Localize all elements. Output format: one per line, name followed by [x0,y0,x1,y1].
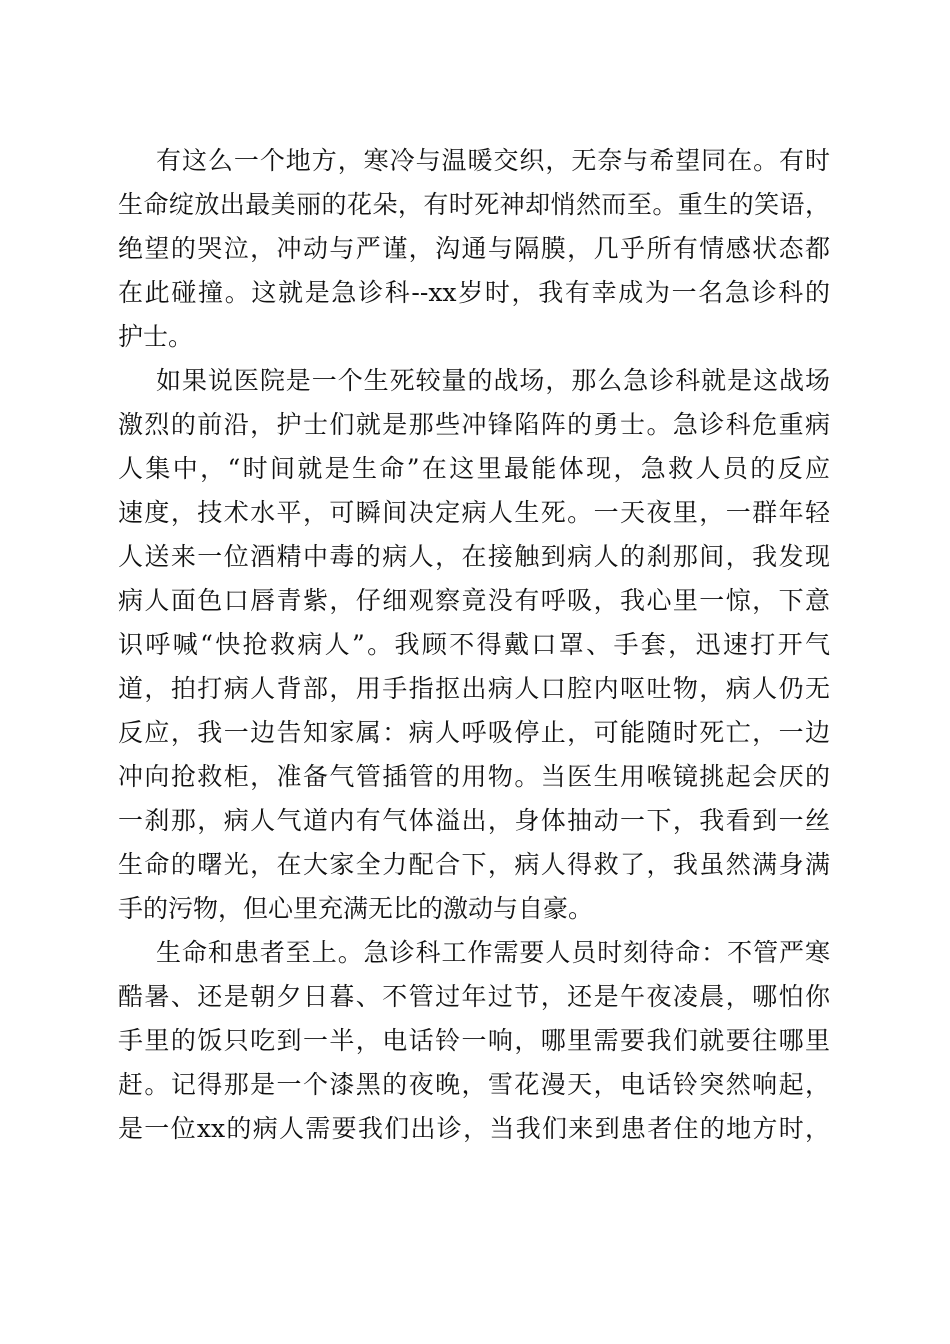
paragraph-3-line-1: 生命和患者至上。急诊科工作需要人员时刻待命：不管严寒 [156,938,830,967]
paragraph-2-line-4: 速度，技术水平，可瞬间决定病人生死。一天夜里，一群年轻 [118,498,830,527]
paragraph-3-line-5: 是一位xx的病人需要我们出诊，当我们来到患者住的地方时， [118,1114,830,1143]
paragraph-2-line-3: 人集中，“时间就是生命”在这里最能体现，急救人员的反应 [118,454,830,483]
paragraph-1-line-2: 生命绽放出最美丽的花朵，有时死神却悄然而至。重生的笑语， [118,190,830,219]
paragraph-2-line-7: 识呼喊“快抢救病人”。我顾不得戴口罩、手套，迅速打开气 [118,630,830,659]
paragraph-2-line-8: 道，拍打病人背部，用手指抠出病人口腔内呕吐物，病人仍无 [118,674,830,703]
paragraph-1-line-1: 有这么一个地方，寒冷与温暖交织，无奈与希望同在。有时 [156,146,830,175]
paragraph-2-line-13: 手的污物，但心里充满无比的激动与自豪。 [118,894,594,923]
paragraph-3-line-2: 酷暑、还是朝夕日暮、不管过年过节，还是午夜凌晨，哪怕你 [118,982,830,1011]
paragraph-2-line-9: 反应，我一边告知家属：病人呼吸停止，可能随时死亡，一边 [118,718,830,747]
paragraph-2-line-1: 如果说医院是一个生死较量的战场，那么急诊科就是这战场 [156,366,830,395]
paragraph-1-line-3: 绝望的哭泣，冲动与严谨，沟通与隔膜，几乎所有情感状态都 [118,234,830,263]
paragraph-3-line-4: 赶。记得那是一个漆黑的夜晚，雪花漫天，电话铃突然响起， [118,1070,830,1099]
paragraph-3-line-3: 手里的饭只吃到一半，电话铃一响，哪里需要我们就要往哪里 [118,1026,830,1055]
paragraph-1-line-4: 在此碰撞。这就是急诊科--xx岁时，我有幸成为一名急诊科的 [118,278,830,307]
paragraph-2-line-10: 冲向抢救柜，准备气管插管的用物。当医生用喉镜挑起会厌的 [118,762,830,791]
paragraph-2-line-11: 一刹那，病人气道内有气体溢出，身体抽动一下，我看到一丝 [118,806,830,835]
paragraph-2-line-2: 激烈的前沿，护士们就是那些冲锋陷阵的勇士。急诊科危重病 [118,410,830,439]
paragraph-1-line-5: 护士。 [118,322,194,351]
paragraph-2-line-5: 人送来一位酒精中毒的病人，在接触到病人的刹那间，我发现 [118,542,830,571]
paragraph-2-line-12: 生命的曙光，在大家全力配合下，病人得救了，我虽然满身满 [118,850,830,879]
paragraph-2-line-6: 病人面色口唇青紫，仔细观察竟没有呼吸，我心里一惊，下意 [118,586,830,615]
